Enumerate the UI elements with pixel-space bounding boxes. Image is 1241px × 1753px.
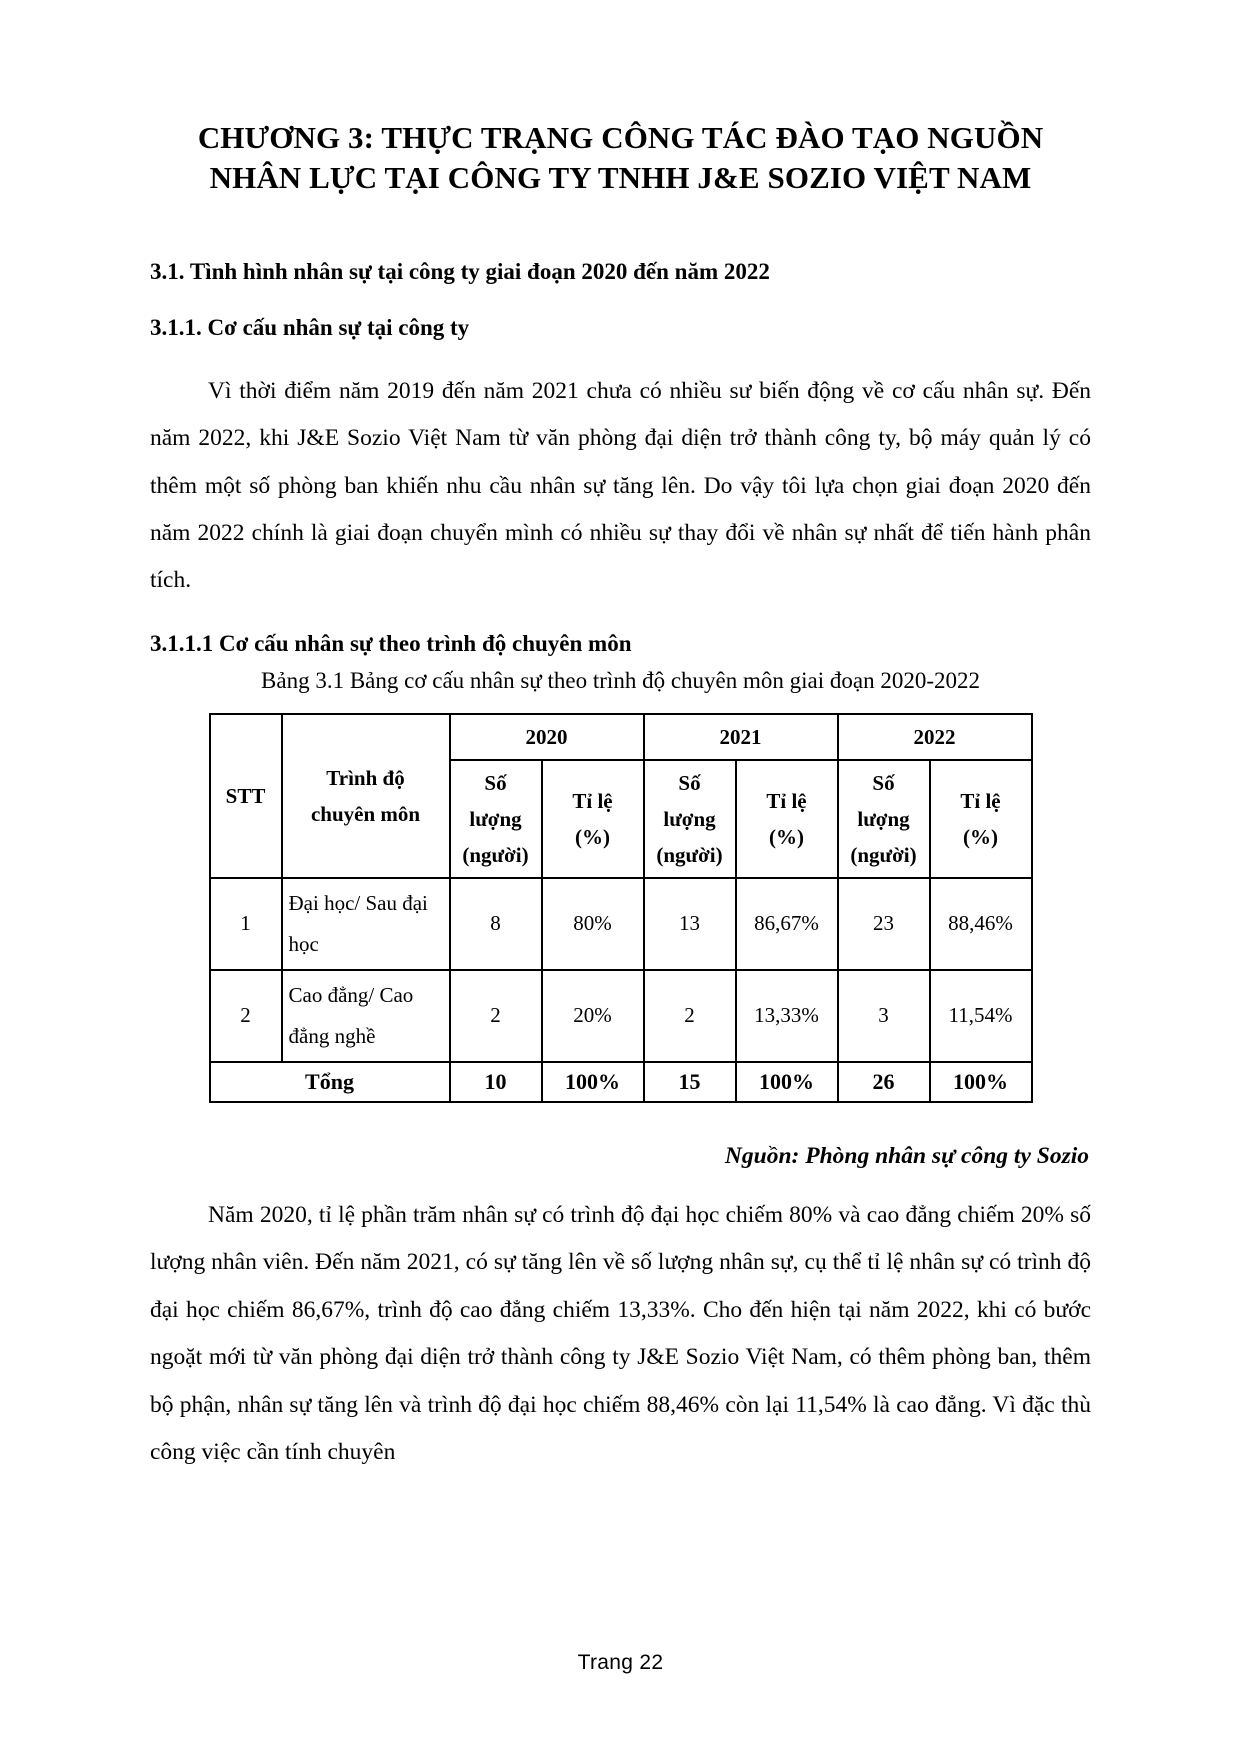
heading-3-1-1-1: 3.1.1.1 Cơ cấu nhân sự theo trình độ chuyên môn xyxy=(150,630,632,656)
table-head xyxy=(210,714,1032,878)
qty-label-2: lượng xyxy=(663,806,716,831)
cell-stt: 2 xyxy=(210,970,282,1062)
qty-label-2: lượng xyxy=(857,806,910,831)
cell-total-pct-2022: 100% xyxy=(930,1062,1032,1102)
header-year-2022: 2022 xyxy=(838,714,1032,760)
header-stt: STT xyxy=(210,714,282,878)
cell-pct-2020: 20% xyxy=(542,970,644,1062)
staff-qualification-table xyxy=(209,713,1033,1103)
spacer xyxy=(150,605,1091,627)
cell-total-qty-2021: 15 xyxy=(644,1062,736,1102)
cell-total-qty-2022: 26 xyxy=(838,1062,930,1102)
header-qualification-line1: Trình độ xyxy=(326,765,405,790)
cell-qty-2020: 2 xyxy=(450,970,542,1062)
qty-label-2: lượng xyxy=(469,806,522,831)
heading-3-1: 3.1. Tình hình nhân sự tại công ty giai đoạn 2020 đến năm 2022 xyxy=(150,258,770,284)
page-title: CHƯƠNG 3: THỰC TRẠNG CÔNG TÁC ĐÀO TẠO NGUỒN NHÂN LỰC TẠI CÔNG TY TNHH J&E SOZIO VIỆT NAM xyxy=(197,120,1044,196)
spacer xyxy=(150,1170,1091,1192)
header-year-2020: 2020 xyxy=(450,714,644,760)
qty-label-3: (người) xyxy=(462,842,529,867)
cell-total-pct-2020: 100% xyxy=(542,1062,644,1102)
pct-label-1: Tỉ lệ xyxy=(572,788,613,813)
spacer xyxy=(150,199,1091,255)
cell-pct-2020: 80% xyxy=(542,878,644,970)
qty-label-3: (người) xyxy=(850,842,917,867)
table-source: Nguồn: Phòng nhân sự công ty Sozio xyxy=(724,1142,1089,1169)
table-caption: Bảng 3.1 Bảng cơ cấu nhân sự theo trình độ chuyên môn giai đoạn 2020-2022 xyxy=(261,668,980,694)
cell-qty-2020: 8 xyxy=(450,878,542,970)
header-pct-2022 xyxy=(930,760,1032,878)
cell-qualification: Cao đẳng/ Cao đẳng nghề xyxy=(282,970,450,1062)
cell-qty-2021: 2 xyxy=(644,970,736,1062)
qty-label-3: (người) xyxy=(656,842,723,867)
header-qualification-line2: chuyên môn xyxy=(310,801,421,826)
pct-label-2: (%) xyxy=(769,824,804,849)
qty-label-1: Số xyxy=(872,770,895,795)
header-qty-2020 xyxy=(450,760,542,878)
cell-total-label: Tổng xyxy=(210,1062,450,1102)
table-body xyxy=(210,878,1032,1102)
cell-pct-2022: 88,46% xyxy=(930,878,1032,970)
header-qty-2022 xyxy=(838,760,930,878)
header-pct-2021 xyxy=(736,760,838,878)
heading-3-1-1: 3.1.1. Cơ cấu nhân sự tại công ty xyxy=(150,315,470,341)
pct-label-2: (%) xyxy=(963,824,998,849)
spacer xyxy=(150,289,1091,311)
header-pct-2020 xyxy=(542,760,644,878)
page-footer: Trang 22 xyxy=(577,1651,664,1674)
table-header-row-years xyxy=(210,714,1032,760)
spacer xyxy=(150,346,1091,368)
pct-label-2: (%) xyxy=(575,824,610,849)
cell-qualification: Đại học/ Sau đại học xyxy=(282,878,450,970)
header-qualification xyxy=(282,714,450,878)
cell-total-pct-2021: 100% xyxy=(736,1062,838,1102)
pct-label-1: Tỉ lệ xyxy=(960,788,1001,813)
cell-qty-2022: 23 xyxy=(838,878,930,970)
paragraph-intro: Vì thời điểm năm 2019 đến năm 2021 chưa có nhiều sư biến động về cơ cấu nhân sự. Đến năm 2022, khi J&E Sozio Việt Nam từ văn phòng đại diện trở thành công ty, bộ máy quản lý có thêm một số phòng ban khiến nhu cầu nhân sự tăng lên. Do vậy tôi lựa chọn giai đoạn 2020 đến năm 2022 chính là giai đoạn chuyển mình có nhiều sự thay đổi về nhân sự nhất để tiến hành phân tích. xyxy=(150,377,1091,594)
table-total-row xyxy=(210,1062,1032,1102)
cell-qty-2022: 3 xyxy=(838,970,930,1062)
cell-pct-2021: 86,67% xyxy=(736,878,838,970)
cell-pct-2022: 11,54% xyxy=(930,970,1032,1062)
table-row xyxy=(210,878,1032,970)
cell-total-qty-2020: 10 xyxy=(450,1062,542,1102)
qty-label-1: Số xyxy=(678,770,701,795)
pct-label-1: Tỉ lệ xyxy=(766,788,807,813)
header-qty-2021 xyxy=(644,760,736,878)
cell-stt: 1 xyxy=(210,878,282,970)
header-year-2021: 2021 xyxy=(644,714,838,760)
qty-label-1: Số xyxy=(484,770,507,795)
cell-qty-2021: 13 xyxy=(644,878,736,970)
paragraph-analysis: Năm 2020, tỉ lệ phần trăm nhân sự có trình độ đại học chiếm 80% và cao đẳng chiếm 20% số lượng nhân viên. Đến năm 2021, có sự tăng lên về số lượng nhân sự, cụ thể tỉ lệ nhân sự có trình độ đại học chiếm 86,67%, trình độ cao đẳng chiếm 13,33%. Cho đến hiện tại năm 2022, khi có bước ngoặt mới từ văn phòng đại diện trở thành công ty J&E Sozio Việt Nam, có thêm phòng ban, thêm bộ phận, nhân sự tăng lên và trình độ đại học chiếm 88,46% còn lại 11,54% là cao đẳng. Vì đặc thù công việc cần tính chuyên xyxy=(150,1201,1091,1466)
spacer xyxy=(150,1103,1091,1143)
table-row xyxy=(210,970,1032,1062)
cell-pct-2021: 13,33% xyxy=(736,970,838,1062)
